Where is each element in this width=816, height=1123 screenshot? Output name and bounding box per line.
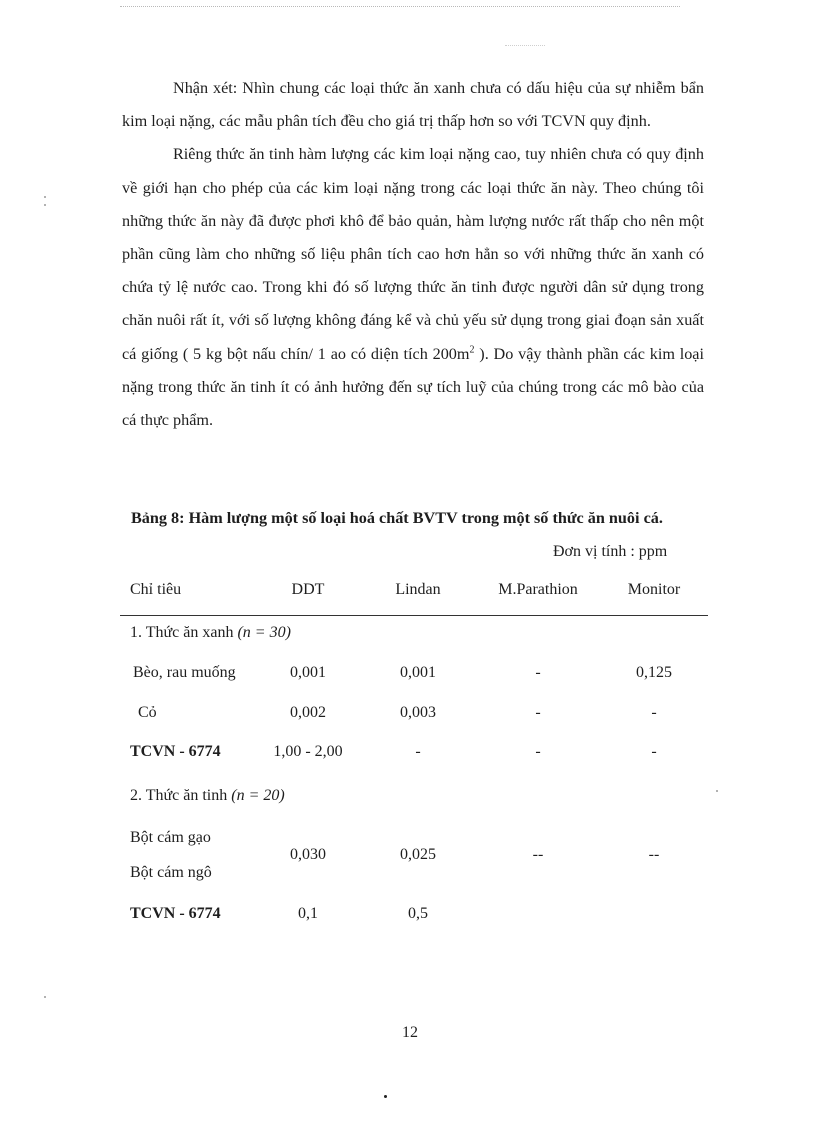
- cell-mparathion: -: [535, 664, 541, 681]
- table-caption: Bảng 8: Hàm lượng một số loại hoá chất BVTV trong một số thức ăn nuôi cá.: [131, 509, 663, 527]
- header-lindan: Lindan: [395, 581, 441, 598]
- cell-monitor: --: [648, 846, 660, 863]
- cell-ddt: 0,1: [298, 905, 318, 922]
- row-name: Cỏ: [138, 704, 157, 721]
- scan-speck: [716, 790, 718, 792]
- cell-lindan: 0,003: [400, 704, 436, 721]
- cell-ddt: 1,00 - 2,00: [273, 743, 343, 760]
- paragraph-remark: Nhận xét: Nhìn chung các loại thức ăn xanh chưa có dấu hiệu của sự nhiễm bẩn kim loại nặng, các mẫu phân tích đều cho giá trị thấp hơn so với TCVN quy định.: [122, 79, 704, 131]
- cell-ddt: 0,001: [290, 664, 326, 681]
- scan-speck: [44, 996, 46, 998]
- cell-ddt: 0,002: [290, 704, 326, 721]
- cell-mparathion: --: [532, 846, 544, 863]
- row-name: Bột cám ngô: [130, 864, 212, 881]
- group-label-concentrate-feed: [130, 787, 285, 805]
- cell-monitor: 0,125: [636, 664, 672, 681]
- group-label-green-feed: [130, 624, 291, 642]
- cell-mparathion: -: [535, 704, 541, 721]
- scan-speck: [384, 1095, 387, 1098]
- cell-ddt: 0,030: [290, 846, 326, 863]
- body-text: [122, 72, 704, 437]
- cell-monitor: -: [651, 704, 657, 721]
- sample-size: (n = 20): [231, 787, 285, 804]
- row-name: Bột cám gạo: [130, 829, 211, 846]
- header-monitor: Monitor: [627, 581, 681, 598]
- paragraph-text: ). Do vậy thành phần các kim loại nặng trong thức ăn tinh ít có ảnh hưởng đến sự tích luỹ của chúng trong các mô bào của cá thực phẩm.: [122, 344, 704, 430]
- cell-mparathion: -: [535, 743, 541, 760]
- group-label-text: 1. Thức ăn xanh: [130, 624, 238, 641]
- tcvn-label: TCVN - 6774: [130, 743, 221, 760]
- group-label-text: 2. Thức ăn tinh: [130, 787, 232, 804]
- cell-lindan: 0,001: [400, 664, 436, 681]
- scan-speck: [44, 196, 46, 198]
- header-divider: [120, 615, 708, 616]
- header-criteria: Chỉ tiêu: [130, 581, 182, 598]
- sample-size: (n = 30): [237, 624, 291, 641]
- header-mparathion: M.Parathion: [498, 581, 578, 598]
- scan-artifact-line: [505, 45, 545, 46]
- cell-lindan: 0,025: [400, 846, 436, 863]
- tcvn-label: TCVN - 6774: [130, 905, 221, 922]
- header-ddt: DDT: [291, 581, 325, 598]
- paragraph-text: Riêng thức ăn tinh hàm lượng các kim loại nặng cao, tuy nhiên chưa có quy định về giới hạn cho phép của các kim loại nặng trong các loại thức ăn này. Theo chúng tôi những thức ăn này đã được phơi khô để bảo quản, hàm lượng nước rất thấp cho nên một phần cũng làm cho những số liệu phân tích cao hơn hẳn so với những thức ăn xanh có chứa tỷ lệ nước cao. Trong khi đó số lượng thức ăn tinh được người dân sử dụng trong chăn nuôi rất ít, với số lượng không đáng kể và chủ yếu sử dụng trong giai đoạn sản xuất cá giống ( 5 kg bột nấu chín/ 1 ao có diện tích 200m: [122, 145, 704, 363]
- superscript: 2: [469, 344, 475, 356]
- row-name: Bèo, rau muống: [133, 664, 236, 681]
- unit-note: Đơn vị tính : ppm: [553, 543, 668, 560]
- paragraph-concentrate-feed: [122, 138, 704, 437]
- page-number: 12: [402, 1024, 418, 1041]
- scan-artifact-line: [120, 6, 680, 7]
- scan-speck: [44, 204, 46, 206]
- cell-lindan: -: [415, 743, 421, 760]
- cell-lindan: 0,5: [408, 905, 428, 922]
- cell-monitor: -: [651, 743, 657, 760]
